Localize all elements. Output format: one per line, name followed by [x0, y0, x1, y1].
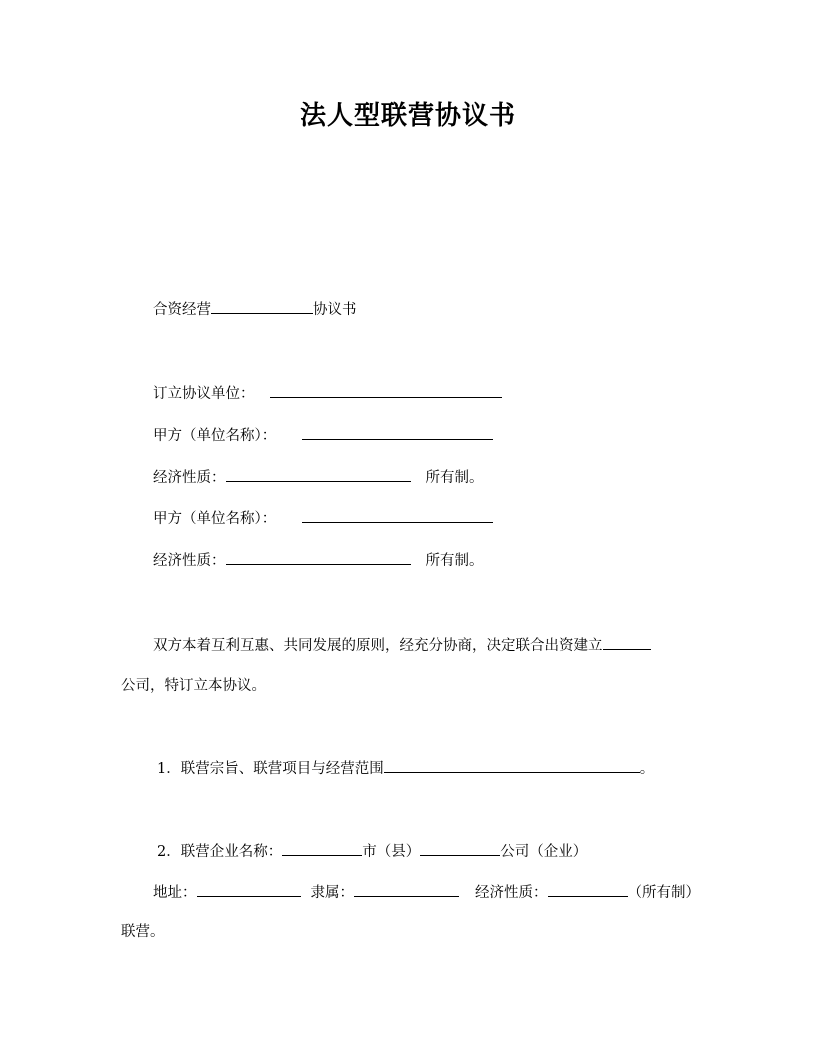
clause2-company-label: 公司（企业） [500, 844, 588, 860]
clause2-name-label: 联营企业名称： [180, 844, 283, 860]
clause2-continuation-line [121, 922, 165, 942]
signing-units-line [153, 382, 502, 404]
blank-enterprise-name[interactable] [420, 840, 500, 856]
clause1-number: 1． [157, 761, 181, 777]
heading-suffix: 协议书 [313, 302, 357, 318]
document-title: 法人型联营协议书 [299, 101, 516, 131]
clause1-line [157, 757, 654, 779]
economic-nature2-line [153, 549, 484, 571]
intro-text-line1: 双方本着互利互惠、共同发展的原则，经充分协商，决定联合出资建立 [153, 638, 603, 654]
blank-signing-units[interactable] [270, 382, 502, 398]
clause2-city-label: 市（县） [362, 844, 421, 860]
party-a2-line [153, 507, 493, 529]
blank-economic-nature3[interactable] [548, 881, 628, 897]
intro-line1 [153, 634, 651, 656]
nature-label: 经济性质： [475, 885, 548, 901]
intro-text-line2: 公司，特订立本协议。 [121, 678, 266, 694]
clause2-number: 2． [157, 844, 181, 860]
blank-affiliation[interactable] [354, 881, 459, 897]
heading-prefix: 合资经营 [153, 302, 211, 318]
party-a1-label: 甲方（单位名称）： [153, 428, 277, 444]
economic-nature1-line [153, 466, 484, 488]
economic-nature2-label: 经济性质： [153, 553, 226, 569]
blank-company-name[interactable] [603, 634, 651, 650]
ownership2-text: 所有制。 [425, 553, 484, 569]
agreement-heading-line [153, 298, 357, 320]
clause2-name-line [157, 840, 587, 862]
blank-economic-nature2[interactable] [226, 549, 411, 565]
ownership-label: （所有制） [627, 885, 700, 901]
blank-economic-nature1[interactable] [226, 466, 411, 482]
ownership1-text: 所有制。 [425, 470, 484, 486]
affiliation-label: 隶属： [310, 885, 354, 901]
clause1-text: 联营宗旨、联营项目与经营范围 [180, 761, 384, 777]
blank-address[interactable] [197, 881, 301, 897]
blank-party-a1-name[interactable] [302, 424, 493, 440]
clause1-end: 。 [639, 761, 655, 777]
blank-venture-name[interactable] [211, 298, 313, 314]
party-a2-label: 甲方（单位名称）： [153, 511, 277, 527]
address-label: 地址： [153, 885, 197, 901]
clause2-continuation: 联营。 [121, 924, 165, 940]
blank-party-a2-name[interactable] [302, 507, 493, 523]
clause2-address-line [153, 881, 700, 903]
signing-units-label: 订立协议单位： [153, 386, 255, 402]
intro-line2 [121, 676, 266, 696]
party-a1-line [153, 424, 493, 446]
economic-nature1-label: 经济性质： [153, 470, 226, 486]
blank-business-scope[interactable] [384, 757, 640, 773]
blank-city[interactable] [282, 840, 362, 856]
